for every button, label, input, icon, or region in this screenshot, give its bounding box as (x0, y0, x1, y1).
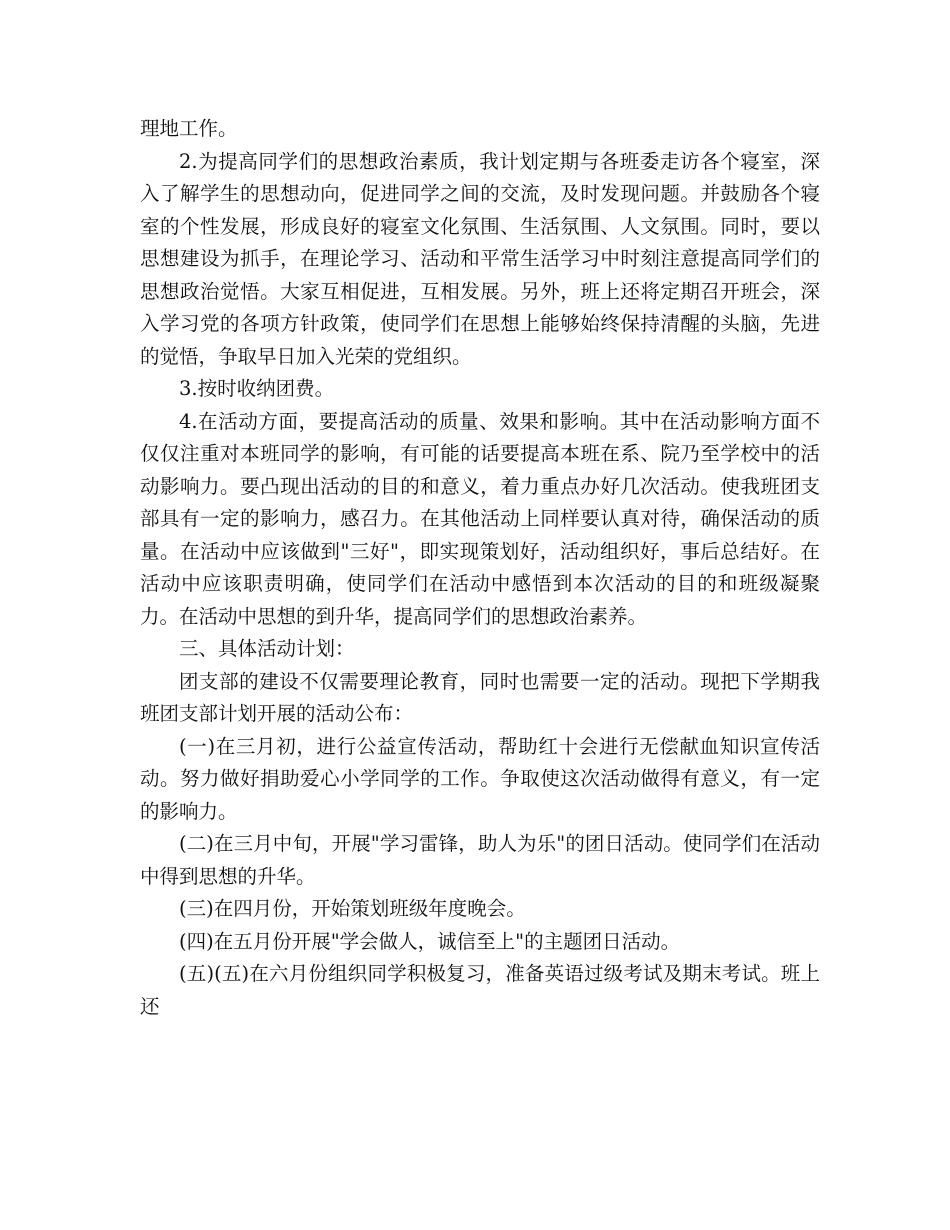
paragraph-item-4: 4.在活动方面，要提高活动的质量、效果和影响。其中在活动影响方面不仅仅注重对本班同学的影响，有可能的话要提高本班在系、院乃至学校中的活动影响力。要凸现出活动的目的和意义，着力重点办好几次活动。使我班团支部具有一定的影响力，感召力。在其他活动上同样要认真对待，确保活动的质量。在活动中应该做到"三好"，即实现策划好，活动组织好，事后总结好。在活动中应该职责明确，使同学们在活动中感悟到本次活动的目的和班级凝聚力。在活动中思想的到升华，提高同学们的思想政治素养。 (140, 409, 820, 628)
list-item-activity-4: (四)在五月份开展"学会做人，诚信至上"的主题团日活动。 (179, 929, 681, 953)
paragraph-item-2: 2.为提高同学们的思想政治素质，我计划定期与各班委走访各个寝室，深入了解学生的思想动向，促进同学之间的交流，及时发现问题。并鼓励各个寝室的个性发展，形成良好的寝室文化氛围、生活氛围、人文氛围。同时，要以思想建设为抓手，在理论学习、活动和平常生活学习中时刻注意提高同学们的思想政治觉悟。大家互相促进，互相发展。另外，班上还将定期召开班会，深入学习党的各项方针政策，使同学们在思想上能够始终保持清醒的头脑，先进的觉悟，争取早日加入光荣的党组织。 (140, 149, 820, 368)
list-item-activity-5: (五)(五)在六月份组织同学积极复习，准备英语过级考试及期末考试。班上还 (140, 962, 820, 1018)
list-item-activity-3: (三)在四月份，开始策划班级年度晚会。 (179, 897, 526, 920)
paragraph-item-3: 3.按时收纳团费。 (179, 377, 335, 400)
paragraph-continuation: 理地工作。 (140, 117, 238, 140)
section-heading-activity-plan: 三、具体活动计划： (179, 637, 355, 660)
list-item-activity-1: (一)在三月初，进行公益宣传活动，帮助红十会进行无偿献血知识宣传活动。努力做好捐助爱心小学同学的工作。争取使这次活动做得有意义，有一定的影响力。 (140, 734, 820, 823)
paragraph-intro: 团支部的建设不仅需要理论教育，同时也需要一定的活动。现把下学期我班团支部计划开展的活动公布： (140, 669, 820, 725)
list-item-activity-2: (二)在三月中旬，开展"学习雷锋，助人为乐"的团日活动。使同学们在活动中得到思想的升华。 (140, 832, 820, 888)
document-page (140, 113, 820, 1023)
